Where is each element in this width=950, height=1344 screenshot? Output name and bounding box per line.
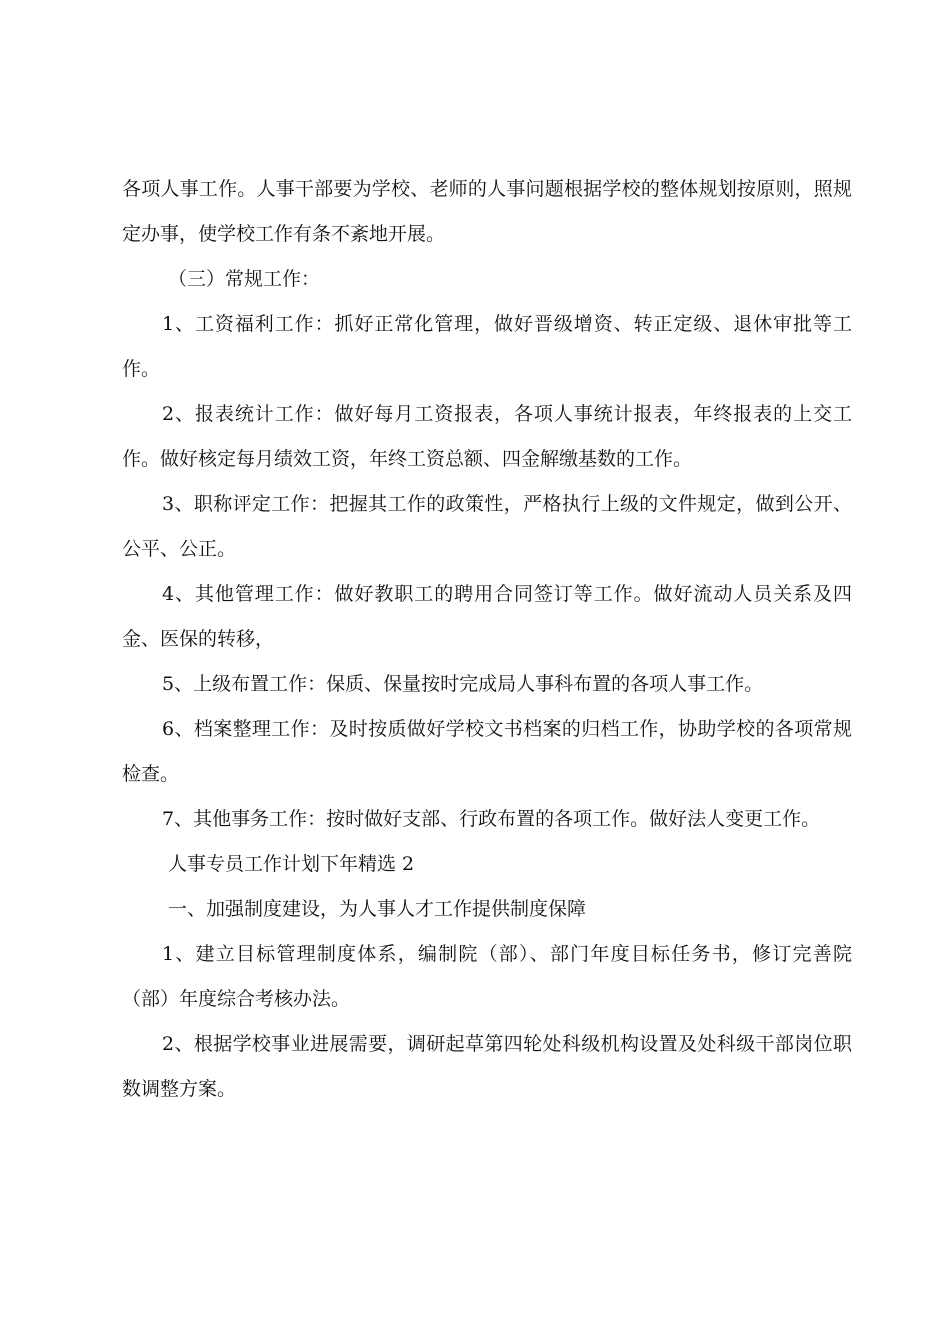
list-item-salary-welfare: 1、工资福利工作：抓好正常化管理，做好晋级增资、转正定级、退休审批等工作。 bbox=[122, 313, 852, 380]
list-item-target-management: 1、建立目标管理制度体系，编制院（部）、部门年度目标任务书，修订完善院（部）年度综合考核办法。 bbox=[122, 943, 852, 1010]
list-item-archive-organization: 6、档案整理工作：及时按质做好学校文书档案的归档工作，协助学校的各项常规检查。 bbox=[122, 718, 852, 785]
section-title-plan-2: 人事专员工作计划下年精选 2 bbox=[168, 853, 415, 875]
list-item-title-evaluation: 3、职称评定工作：把握其工作的政策性，严格执行上级的文件规定，做到公开、公平、公正。 bbox=[122, 493, 852, 560]
section-heading-routine-work: （三）常规工作： bbox=[168, 268, 321, 290]
list-item-superior-assignment: 5、上级布置工作：保质、保量按时完成局人事科布置的各项人事工作。 bbox=[162, 673, 764, 695]
paragraph-continuation: 各项人事工作。人事干部要为学校、老师的人事问题根据学校的整体规划按原则，照规定办事，使学校工作有条不紊地开展。 bbox=[122, 178, 852, 245]
list-item-report-statistics: 2、报表统计工作：做好每月工资报表，各项人事统计报表，年终报表的上交工作。做好核定每月绩效工资，年终工资总额、四金解缴基数的工作。 bbox=[122, 403, 852, 470]
list-item-other-management: 4、其他管理工作：做好教职工的聘用合同签订等工作。做好流动人员关系及四金、医保的转移， bbox=[122, 583, 852, 650]
list-item-institution-setup: 2、根据学校事业进展需要，调研起草第四轮处科级机构设置及处科级干部岗位职数调整方案。 bbox=[122, 1033, 852, 1100]
list-item-other-affairs: 7、其他事务工作：按时做好支部、行政布置的各项工作。做好法人变更工作。 bbox=[162, 808, 821, 830]
section-heading-system-building: 一、加强制度建设，为人事人才工作提供制度保障 bbox=[168, 898, 587, 920]
document-body bbox=[122, 167, 852, 1112]
